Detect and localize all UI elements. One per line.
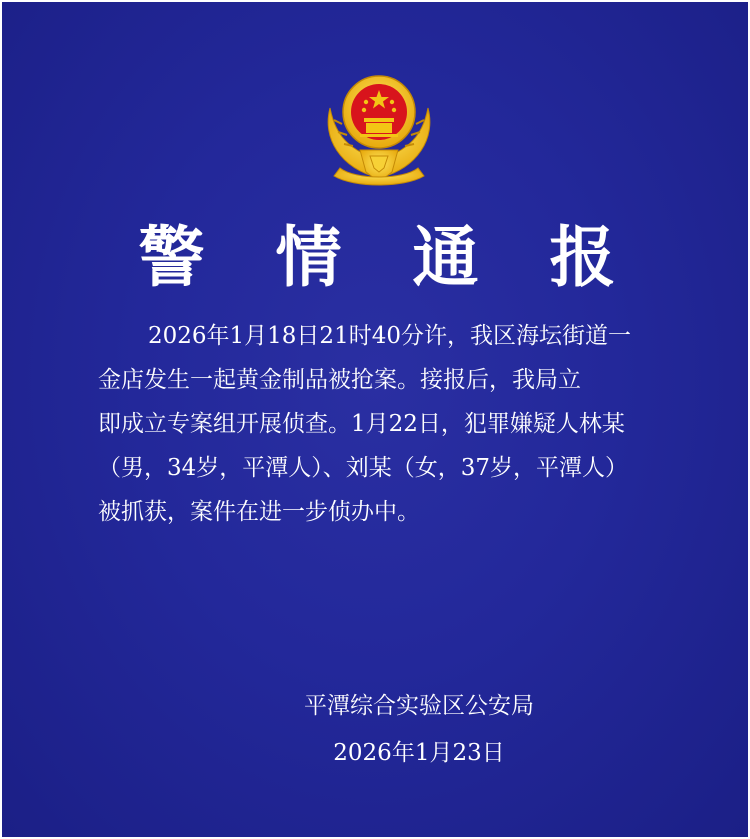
issuer-name: 平潭综合实验区公安局 [304, 693, 534, 719]
notice-title: 警 情 通 报 [138, 219, 640, 296]
notice-body-line: 2026年1月18日21时40分许，我区海坛街道一 [148, 323, 631, 349]
police-badge-icon [320, 68, 438, 190]
issue-date: 2026年1月23日 [333, 740, 505, 766]
notice-body-line: 被抓获，案件在进一步侦办中。 [98, 499, 420, 525]
notice-body [98, 314, 678, 534]
notice-body-line: 即成立专案组开展侦查。1月22日，犯罪嫌疑人林某 [98, 411, 625, 437]
notice-body-line: 金店发生一起黄金制品被抢案。接报后，我局立 [98, 367, 581, 393]
notice-body-line: （男，34岁，平潭人）、刘某（女，37岁，平潭人） [98, 455, 629, 481]
